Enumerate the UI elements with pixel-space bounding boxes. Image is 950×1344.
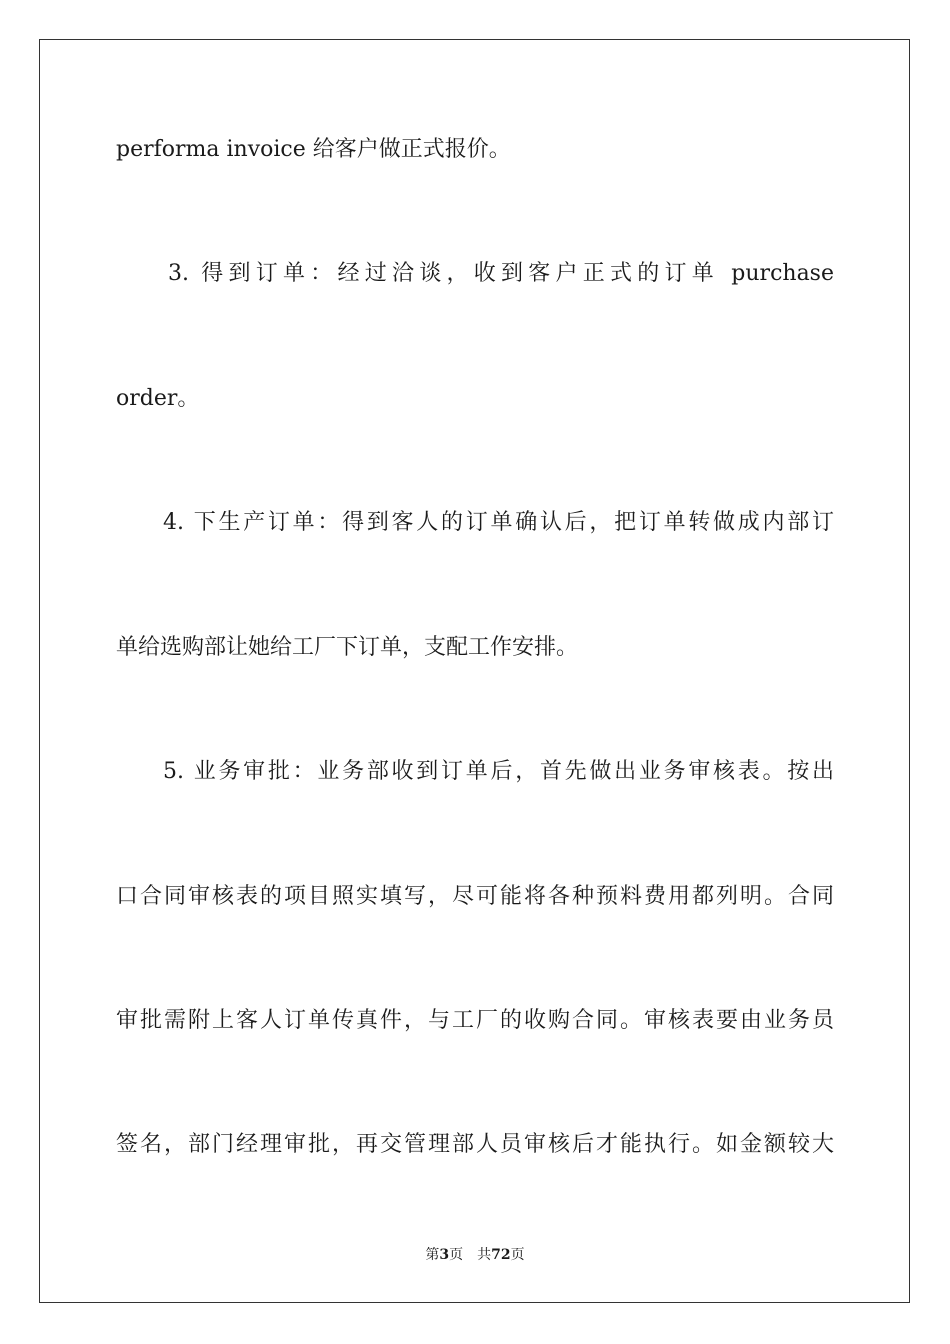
text-line: 口合同审核表的项目照实填写，尽可能将各种预料费用都列明。合同 [116,884,834,909]
total-suffix: 页 [510,1247,525,1263]
text-line: 审批需附上客人订单传真件，与工厂的收购合同。审核表要由业务员 [116,1008,834,1033]
paragraph-4-first-line: 4. 下生产订单：得到客人的订单确认后，把订单转做成内部订 [163,510,834,535]
text-line: 签名，部门经理审批，再交管理部人员审核后才能执行。如金额较大 [116,1132,834,1157]
text-line: 单给选购部让她给工厂下订单，支配工作安排。 [116,635,579,660]
page-border [39,39,910,1303]
paragraph-3-first-line: 3. 得到订单：经过洽谈，收到客户正式的订单 purchase [168,261,834,286]
text-line: order。 [116,386,200,411]
total-prefix: 共 [477,1247,492,1263]
page-suffix: 页 [449,1247,464,1263]
page-prefix: 第 [425,1247,440,1263]
page-footer [0,1246,950,1264]
total-pages: 72 [491,1247,511,1263]
paragraph-5-first-line: 5. 业务审批：业务部收到订单后，首先做出业务审核表。按出 [163,759,834,784]
text-line: performa invoice 给客户做正式报价。 [116,137,511,162]
page-number: 3 [439,1247,450,1263]
